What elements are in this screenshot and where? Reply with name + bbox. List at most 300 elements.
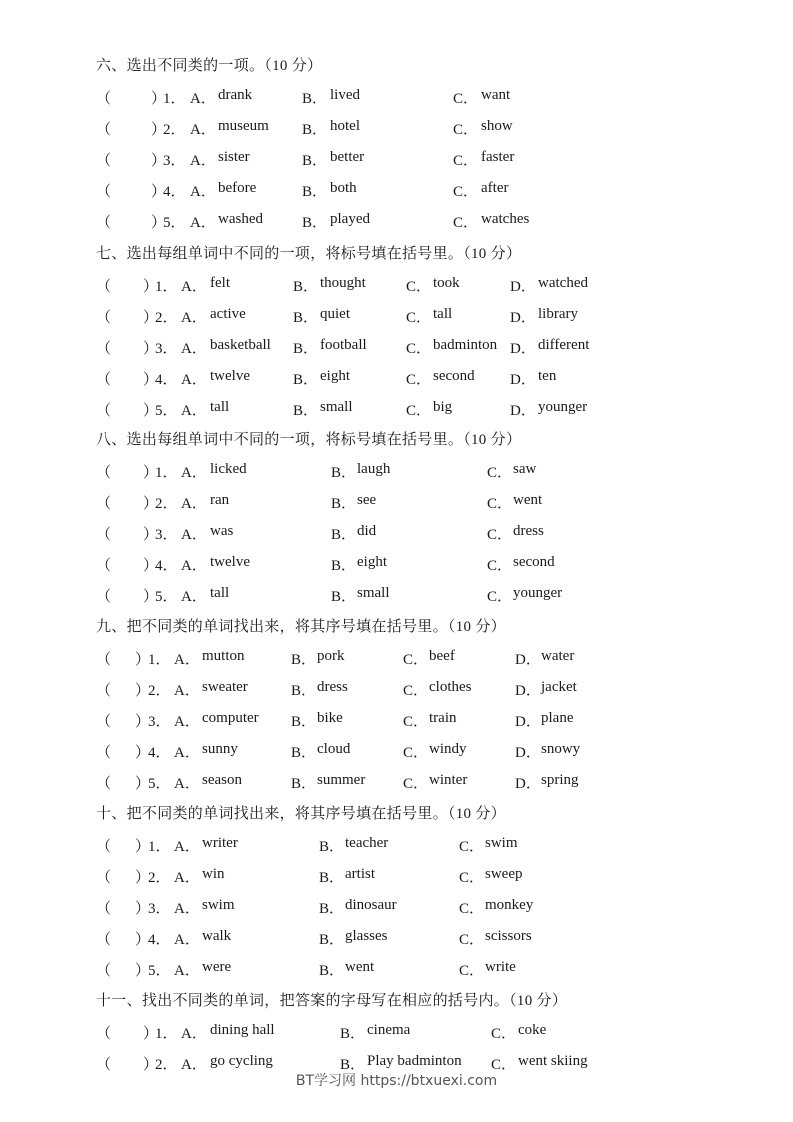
option-b-word: cinema bbox=[367, 1022, 411, 1038]
option-c-word: train bbox=[429, 710, 457, 727]
option-b-word: cloud bbox=[317, 741, 351, 758]
answer-paren-open: （ bbox=[96, 1057, 112, 1074]
question-row bbox=[0, 399, 793, 419]
question-row bbox=[0, 87, 793, 107]
question-row bbox=[0, 585, 793, 605]
answer-blank[interactable] bbox=[112, 211, 149, 229]
answer-paren-open: （ bbox=[96, 776, 112, 793]
question-number: 4． bbox=[148, 932, 171, 949]
option-c-label: C． bbox=[487, 558, 513, 575]
question-row bbox=[0, 337, 793, 357]
answer-paren-open: （ bbox=[96, 496, 112, 513]
option-c-label: C． bbox=[403, 683, 429, 700]
answer-paren-close: ） bbox=[143, 279, 159, 295]
option-b-label: B． bbox=[291, 714, 317, 731]
option-b-word: quiet bbox=[320, 306, 350, 323]
question-row bbox=[0, 866, 793, 886]
question-number: 1． bbox=[148, 652, 171, 668]
option-b-word: glasses bbox=[345, 928, 388, 945]
option-a-label: A． bbox=[181, 1057, 207, 1074]
question-number: 2． bbox=[163, 122, 186, 139]
answer-blank[interactable] bbox=[112, 897, 133, 915]
answer-blank[interactable] bbox=[112, 87, 149, 105]
question-row bbox=[0, 523, 793, 543]
question-row bbox=[0, 897, 793, 917]
option-c-label: C． bbox=[459, 963, 485, 980]
answer-blank[interactable] bbox=[112, 149, 149, 167]
answer-blank[interactable] bbox=[112, 710, 133, 728]
question-row bbox=[0, 710, 793, 730]
answer-paren-close: ） bbox=[135, 870, 151, 887]
option-c-word: younger bbox=[513, 585, 563, 602]
option-b-label: B． bbox=[293, 310, 319, 327]
question-number: 5． bbox=[155, 589, 178, 606]
question-number: 1． bbox=[148, 839, 171, 855]
option-c-label: C． bbox=[403, 776, 429, 793]
option-b-word: went bbox=[345, 959, 375, 976]
option-b-label: B． bbox=[331, 465, 357, 481]
question-row bbox=[0, 492, 793, 512]
option-b-label: B． bbox=[331, 589, 357, 606]
answer-paren-open: （ bbox=[96, 527, 112, 544]
option-b-label: B． bbox=[302, 184, 328, 201]
answer-paren-open: （ bbox=[96, 683, 112, 700]
question-row bbox=[0, 306, 793, 326]
answer-paren-open: （ bbox=[96, 839, 112, 855]
option-c-label: C． bbox=[406, 310, 432, 327]
answer-blank[interactable] bbox=[112, 306, 141, 324]
option-a-word: writer bbox=[202, 835, 238, 851]
answer-blank[interactable] bbox=[112, 180, 149, 198]
option-a-word: felt bbox=[210, 275, 230, 291]
option-a-label: A． bbox=[181, 496, 207, 513]
answer-paren-close: ） bbox=[143, 496, 159, 513]
option-b-word: pork bbox=[317, 648, 345, 664]
option-b-word: better bbox=[330, 149, 365, 166]
option-d-word: water bbox=[541, 648, 575, 664]
option-b-label: B． bbox=[319, 901, 345, 918]
answer-paren-open: （ bbox=[96, 932, 112, 949]
answer-paren-open: （ bbox=[96, 870, 112, 887]
option-c-label: C． bbox=[491, 1057, 517, 1074]
option-a-label: A． bbox=[190, 184, 216, 201]
question-row bbox=[0, 275, 793, 295]
option-d-word: different bbox=[538, 337, 590, 354]
option-c-label: C． bbox=[459, 901, 485, 918]
answer-blank[interactable] bbox=[112, 118, 149, 136]
question-row bbox=[0, 180, 793, 200]
option-d-word: younger bbox=[538, 399, 588, 416]
option-b-label: B． bbox=[302, 91, 328, 107]
option-c-word: second bbox=[433, 368, 475, 385]
answer-paren-open: （ bbox=[96, 341, 112, 358]
option-c-label: C． bbox=[453, 153, 479, 170]
option-a-word: licked bbox=[210, 461, 247, 477]
answer-paren-close: ） bbox=[135, 839, 151, 855]
option-a-word: washed bbox=[218, 211, 263, 228]
option-b-label: B． bbox=[331, 496, 357, 513]
answer-paren-close: ） bbox=[135, 714, 151, 731]
answer-paren-open: （ bbox=[96, 1026, 112, 1042]
answer-blank[interactable] bbox=[112, 928, 133, 946]
option-d-word: plane bbox=[541, 710, 574, 727]
option-c-word: windy bbox=[429, 741, 467, 758]
answer-blank[interactable] bbox=[112, 772, 133, 790]
answer-paren-close: ） bbox=[151, 184, 167, 201]
option-c-label: C． bbox=[453, 184, 479, 201]
option-c-word: swim bbox=[485, 835, 518, 851]
option-b-label: B． bbox=[291, 776, 317, 793]
option-c-word: dress bbox=[513, 523, 544, 540]
answer-paren-open: （ bbox=[96, 745, 112, 762]
answer-paren-open: （ bbox=[96, 589, 112, 606]
option-a-word: mutton bbox=[202, 648, 245, 664]
option-a-word: twelve bbox=[210, 554, 250, 571]
question-number: 2． bbox=[155, 310, 178, 327]
section-title: 九、把不同类的单词找出来，将其序号填在括号里。（10 分） bbox=[96, 619, 506, 635]
option-b-label: B． bbox=[340, 1057, 366, 1074]
option-b-label: B． bbox=[319, 963, 345, 980]
answer-blank[interactable] bbox=[112, 1022, 141, 1040]
option-b-label: B． bbox=[340, 1026, 366, 1042]
question-number: 1． bbox=[155, 1026, 178, 1042]
question-row bbox=[0, 149, 793, 169]
option-b-label: B． bbox=[291, 652, 317, 668]
option-b-word: lived bbox=[330, 87, 360, 103]
question-row bbox=[0, 772, 793, 792]
option-a-word: before bbox=[218, 180, 257, 197]
option-d-label: D． bbox=[515, 745, 541, 762]
option-a-word: go cycling bbox=[210, 1053, 273, 1070]
question-number: 5． bbox=[148, 776, 171, 793]
option-b-word: artist bbox=[345, 866, 375, 883]
answer-paren-close: ） bbox=[135, 776, 151, 793]
question-number: 5． bbox=[163, 215, 186, 232]
option-b-word: laugh bbox=[357, 461, 391, 477]
option-c-label: C． bbox=[403, 714, 429, 731]
option-c-label: C． bbox=[406, 403, 432, 420]
option-a-word: sweater bbox=[202, 679, 248, 696]
option-c-word: faster bbox=[481, 149, 515, 166]
option-d-word: jacket bbox=[541, 679, 577, 696]
answer-paren-close: ） bbox=[151, 153, 167, 170]
option-c-word: took bbox=[433, 275, 460, 291]
answer-blank[interactable] bbox=[112, 492, 141, 510]
answer-paren-close: ） bbox=[135, 932, 151, 949]
answer-paren-open: （ bbox=[96, 652, 112, 668]
option-a-word: dining hall bbox=[210, 1022, 275, 1038]
answer-paren-close: ） bbox=[135, 683, 151, 700]
option-c-label: C． bbox=[406, 372, 432, 389]
question-number: 2． bbox=[155, 496, 178, 513]
option-a-word: sunny bbox=[202, 741, 238, 758]
answer-paren-open: （ bbox=[96, 372, 112, 389]
option-b-label: B． bbox=[302, 122, 328, 139]
option-b-word: Play badminton bbox=[367, 1053, 462, 1070]
option-a-word: museum bbox=[218, 118, 269, 135]
option-a-word: season bbox=[202, 772, 242, 789]
answer-paren-close: ） bbox=[143, 527, 159, 544]
option-a-label: A． bbox=[174, 652, 200, 668]
answer-paren-open: （ bbox=[96, 558, 112, 575]
question-number: 3． bbox=[148, 901, 171, 918]
option-d-word: spring bbox=[541, 772, 579, 789]
option-a-word: active bbox=[210, 306, 246, 323]
question-number: 1． bbox=[155, 465, 178, 481]
option-b-word: hotel bbox=[330, 118, 360, 135]
option-c-word: second bbox=[513, 554, 555, 571]
option-d-word: library bbox=[538, 306, 578, 323]
option-d-word: snowy bbox=[541, 741, 581, 758]
option-b-label: B． bbox=[293, 279, 319, 295]
option-d-word: ten bbox=[538, 368, 557, 385]
option-b-word: eight bbox=[357, 554, 387, 571]
option-a-label: A． bbox=[181, 589, 207, 606]
question-number: 3． bbox=[148, 714, 171, 731]
option-d-label: D． bbox=[510, 372, 536, 389]
option-b-label: B． bbox=[319, 932, 345, 949]
option-b-label: B． bbox=[319, 870, 345, 887]
option-a-word: tall bbox=[210, 399, 230, 416]
answer-blank[interactable] bbox=[112, 399, 141, 417]
option-d-label: D． bbox=[510, 310, 536, 327]
question-number: 3． bbox=[163, 153, 186, 170]
option-b-label: B． bbox=[302, 215, 328, 232]
answer-blank[interactable] bbox=[112, 835, 133, 853]
option-c-label: C． bbox=[453, 122, 479, 139]
answer-blank[interactable] bbox=[112, 337, 141, 355]
answer-blank[interactable] bbox=[112, 648, 133, 666]
option-c-label: C． bbox=[403, 745, 429, 762]
option-a-label: A． bbox=[181, 372, 207, 389]
question-row bbox=[0, 835, 793, 855]
question-number: 3． bbox=[155, 527, 178, 544]
question-row bbox=[0, 679, 793, 699]
option-a-word: walk bbox=[202, 928, 232, 945]
option-b-label: B． bbox=[293, 403, 319, 420]
answer-paren-open: （ bbox=[96, 403, 112, 420]
question-number: 4． bbox=[148, 745, 171, 762]
question-number: 4． bbox=[155, 558, 178, 575]
option-c-word: clothes bbox=[429, 679, 472, 696]
option-b-word: both bbox=[330, 180, 357, 197]
answer-paren-close: ） bbox=[135, 963, 151, 980]
option-a-word: win bbox=[202, 866, 225, 883]
option-c-word: went skiing bbox=[518, 1053, 588, 1070]
option-c-label: C． bbox=[453, 215, 479, 232]
option-c-label: C． bbox=[406, 279, 432, 295]
answer-paren-open: （ bbox=[96, 465, 112, 481]
option-b-word: eight bbox=[320, 368, 350, 385]
option-a-label: A． bbox=[174, 745, 200, 762]
option-b-label: B． bbox=[291, 745, 317, 762]
answer-paren-close: ） bbox=[143, 558, 159, 575]
answer-paren-close: ） bbox=[135, 652, 151, 668]
question-number: 1． bbox=[163, 91, 186, 107]
option-a-label: A． bbox=[174, 839, 200, 855]
option-a-label: A． bbox=[174, 776, 200, 793]
answer-paren-close: ） bbox=[143, 403, 159, 420]
option-b-label: B． bbox=[331, 527, 357, 544]
option-a-label: A． bbox=[190, 122, 216, 139]
answer-blank[interactable] bbox=[112, 741, 133, 759]
option-b-word: did bbox=[357, 523, 377, 540]
section-title: 八、选出每组单词中不同的一项，将标号填在括号里。（10 分） bbox=[96, 432, 522, 448]
option-a-label: A． bbox=[181, 341, 207, 358]
option-c-word: monkey bbox=[485, 897, 534, 914]
option-c-word: winter bbox=[429, 772, 468, 789]
answer-blank[interactable] bbox=[112, 368, 141, 386]
option-b-word: played bbox=[330, 211, 370, 228]
option-a-label: A． bbox=[181, 1026, 207, 1042]
question-number: 4． bbox=[163, 184, 186, 201]
option-c-word: want bbox=[481, 87, 511, 103]
answer-blank[interactable] bbox=[112, 275, 141, 293]
option-b-word: thought bbox=[320, 275, 366, 291]
option-c-label: C． bbox=[459, 870, 485, 887]
option-c-label: C． bbox=[487, 527, 513, 544]
option-a-label: A． bbox=[174, 683, 200, 700]
answer-blank[interactable] bbox=[112, 959, 133, 977]
section-title: 十、把不同类的单词找出来，将其序号填在括号里。（10 分） bbox=[96, 806, 506, 822]
answer-paren-close: ） bbox=[151, 122, 167, 139]
option-b-label: B． bbox=[302, 153, 328, 170]
option-a-label: A． bbox=[190, 215, 216, 232]
answer-paren-open: （ bbox=[96, 122, 112, 139]
answer-paren-open: （ bbox=[96, 310, 112, 327]
answer-paren-close: ） bbox=[143, 1057, 159, 1074]
option-a-word: were bbox=[202, 959, 232, 976]
option-a-label: A． bbox=[174, 932, 200, 949]
question-number: 1． bbox=[155, 279, 178, 295]
question-row bbox=[0, 928, 793, 948]
option-a-word: was bbox=[210, 523, 234, 540]
question-row bbox=[0, 648, 793, 668]
option-d-label: D． bbox=[515, 776, 541, 793]
option-c-label: C． bbox=[487, 496, 513, 513]
option-b-word: summer bbox=[317, 772, 366, 789]
answer-paren-open: （ bbox=[96, 215, 112, 232]
answer-paren-open: （ bbox=[96, 184, 112, 201]
option-d-word: watched bbox=[538, 275, 588, 291]
option-d-label: D． bbox=[515, 652, 541, 668]
answer-blank[interactable] bbox=[112, 679, 133, 697]
option-c-label: C． bbox=[487, 465, 513, 481]
option-b-label: B． bbox=[293, 341, 319, 358]
question-number: 5． bbox=[148, 963, 171, 980]
option-a-label: A． bbox=[174, 714, 200, 731]
option-d-label: D． bbox=[510, 341, 536, 358]
option-c-label: C． bbox=[453, 91, 479, 107]
option-a-label: A． bbox=[174, 870, 200, 887]
option-c-label: C． bbox=[406, 341, 432, 358]
answer-blank[interactable] bbox=[112, 585, 141, 603]
option-a-label: A． bbox=[181, 558, 207, 575]
option-b-label: B． bbox=[293, 372, 319, 389]
answer-blank[interactable] bbox=[112, 523, 141, 541]
option-b-word: small bbox=[320, 399, 353, 416]
option-a-word: twelve bbox=[210, 368, 250, 385]
answer-blank[interactable] bbox=[112, 554, 141, 572]
question-row bbox=[0, 554, 793, 574]
question-number: 2． bbox=[148, 870, 171, 887]
question-number: 2． bbox=[155, 1057, 178, 1074]
option-b-label: B． bbox=[291, 683, 317, 700]
option-a-label: A． bbox=[174, 901, 200, 918]
answer-paren-close: ） bbox=[151, 91, 167, 107]
option-c-word: saw bbox=[513, 461, 537, 477]
question-number: 3． bbox=[155, 341, 178, 358]
option-c-word: show bbox=[481, 118, 513, 135]
option-b-word: small bbox=[357, 585, 390, 602]
option-c-word: went bbox=[513, 492, 543, 509]
option-c-word: write bbox=[485, 959, 516, 976]
answer-paren-close: ） bbox=[143, 310, 159, 327]
option-b-word: dinosaur bbox=[345, 897, 397, 914]
answer-blank[interactable] bbox=[112, 866, 133, 884]
question-row bbox=[0, 959, 793, 979]
answer-paren-open: （ bbox=[96, 279, 112, 295]
option-a-word: drank bbox=[218, 87, 253, 103]
option-a-label: A． bbox=[181, 403, 207, 420]
option-c-word: after bbox=[481, 180, 509, 197]
option-c-label: C． bbox=[459, 932, 485, 949]
option-c-word: scissors bbox=[485, 928, 532, 945]
option-c-word: big bbox=[433, 399, 453, 416]
question-row bbox=[0, 741, 793, 761]
option-a-word: swim bbox=[202, 897, 235, 914]
option-d-label: D． bbox=[515, 683, 541, 700]
answer-blank[interactable] bbox=[112, 1053, 141, 1071]
question-number: 4． bbox=[155, 372, 178, 389]
option-c-word: watches bbox=[481, 211, 530, 228]
option-d-label: D． bbox=[510, 403, 536, 420]
section-title: 十一、找出不同类的单词，把答案的字母写在相应的括号内。（10 分） bbox=[96, 993, 568, 1009]
option-a-label: A． bbox=[174, 963, 200, 980]
option-b-word: dress bbox=[317, 679, 348, 696]
answer-paren-close: ） bbox=[135, 901, 151, 918]
option-c-label: C． bbox=[459, 839, 485, 855]
option-a-label: A． bbox=[181, 465, 207, 481]
answer-blank[interactable] bbox=[112, 461, 141, 479]
option-b-label: B． bbox=[319, 839, 345, 855]
option-c-word: tall bbox=[433, 306, 453, 323]
answer-paren-close: ） bbox=[143, 465, 159, 481]
answer-paren-close: ） bbox=[135, 745, 151, 762]
option-b-word: see bbox=[357, 492, 377, 509]
option-c-word: beef bbox=[429, 648, 455, 664]
option-c-word: coke bbox=[518, 1022, 547, 1038]
option-a-label: A． bbox=[181, 279, 207, 295]
answer-paren-open: （ bbox=[96, 153, 112, 170]
option-a-label: A． bbox=[181, 527, 207, 544]
option-a-word: ran bbox=[210, 492, 230, 509]
option-b-label: B． bbox=[331, 558, 357, 575]
question-row bbox=[0, 368, 793, 388]
answer-paren-open: （ bbox=[96, 963, 112, 980]
question-number: 5． bbox=[155, 403, 178, 420]
option-c-label: C． bbox=[487, 589, 513, 606]
option-c-word: sweep bbox=[485, 866, 523, 883]
option-a-word: sister bbox=[218, 149, 250, 166]
option-b-word: football bbox=[320, 337, 367, 354]
option-d-label: D． bbox=[515, 714, 541, 731]
answer-paren-open: （ bbox=[96, 901, 112, 918]
option-b-word: bike bbox=[317, 710, 343, 727]
option-a-word: computer bbox=[202, 710, 259, 727]
option-a-label: A． bbox=[190, 153, 216, 170]
option-a-word: basketball bbox=[210, 337, 271, 354]
